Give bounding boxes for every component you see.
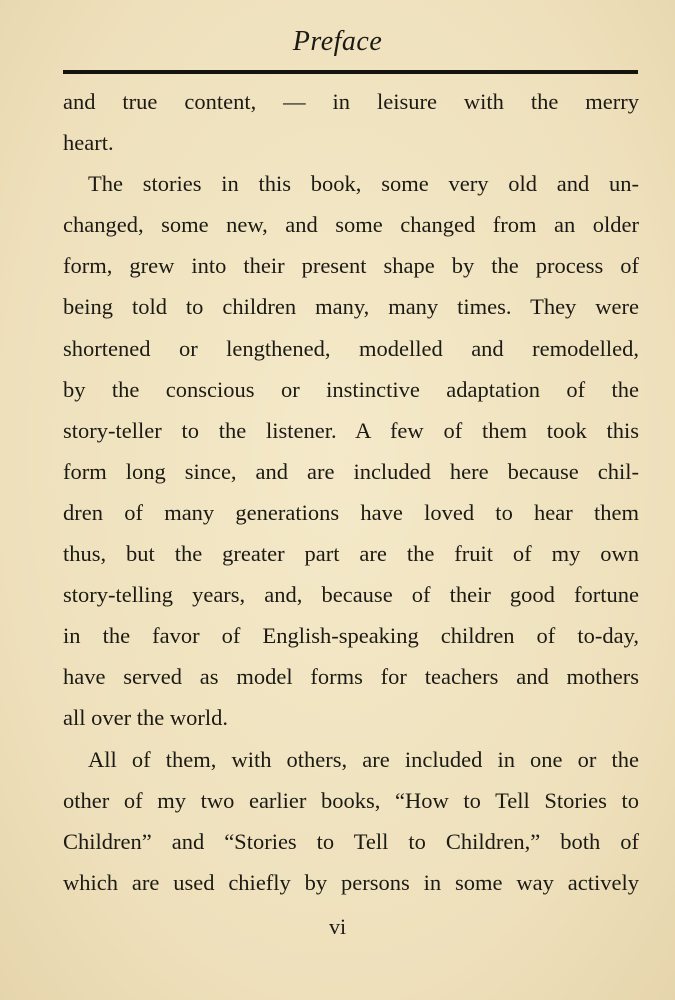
text-line: form long since, and are included here because chil- [63,458,639,484]
text-line: by the conscious or instinctive adaptation of the [63,376,639,402]
text-line: and true content, — in leisure with the merry [63,89,639,114]
text-line: Children” and “Stories to Tell to Children,” both of [63,828,639,854]
text-line: changed, some new, and some changed from an older [63,212,639,238]
text-line: being told to children many, many times. They were [63,294,639,320]
text-line: all over the world. [63,705,228,731]
text-line: dren of many generations have loved to hear them [63,499,639,525]
text-line: have served as model forms for teachers and mothers [63,664,639,690]
text-line: other of my two earlier books, “How to Tell Stories to [63,787,639,813]
text-line: form, grew into their present shape by the process of [63,253,639,279]
text-line: All of them, with others, are included in one or the [88,746,639,772]
text-line: story-telling years, and, because of their good fortune [63,582,639,608]
text-line: which are used chiefly by persons in some way actively [63,869,639,895]
text-line: The stories in this book, some very old and un- [88,171,639,197]
running-head-title: Preface [292,26,383,57]
text-line: shortened or lengthened, modelled and remodelled, [63,335,639,361]
page-number: vi [328,914,347,939]
text-line: in the favor of English-speaking children of to-day, [63,623,639,649]
text-line: heart. [63,130,114,156]
body-text [63,81,639,903]
header-rule [63,70,638,74]
text-line: thus, but the greater part are the fruit of my own [63,541,639,567]
text-line: story-teller to the listener. A few of them took this [63,417,639,443]
